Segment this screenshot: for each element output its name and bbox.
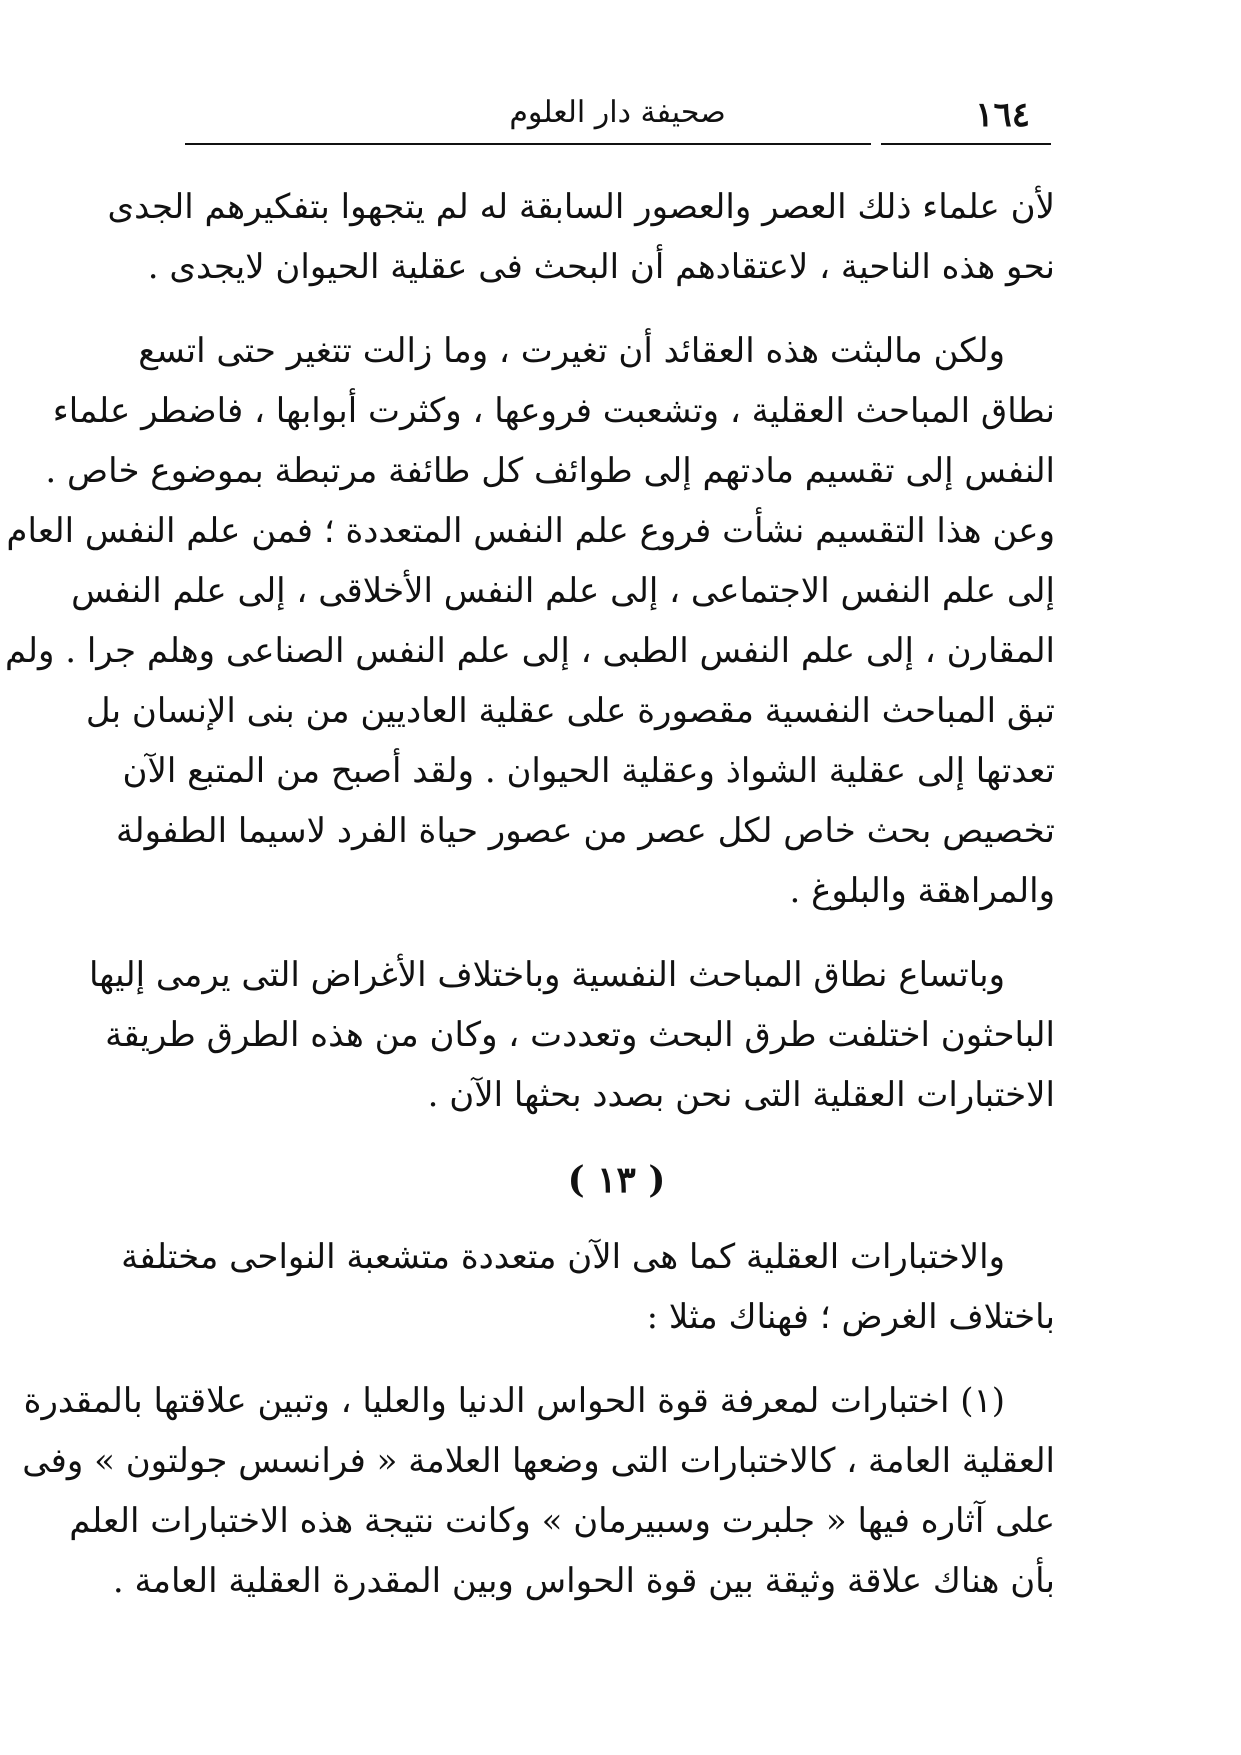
text-line: تخصيص بحث خاص لكل عصر من عصور حياة الفرد لاسيما الطفولة <box>116 811 1055 851</box>
text-line: نطاق المباحث العقلية ، وتشعبت فروعها ، وكثرت أبوابها ، فاضطر علماء <box>52 391 1055 431</box>
text-line: وعن هذا التقسيم نشأت فروع علم النفس المتعددة ؛ فمن علم النفس العام <box>6 511 1055 551</box>
page-header <box>185 95 1050 135</box>
header-rule-short <box>881 143 1051 145</box>
text-line: نحو هذه الناحية ، لاعتقادهم أن البحث فى عقلية الحيوان لايجدى . <box>147 247 1055 287</box>
text-line: ولكن مالبثت هذه العقائد أن تغيرت ، وما زالت تتغير حتى اتسع <box>138 331 1005 371</box>
text-line: إلى علم النفس الاجتماعى ، إلى علم النفس الأخلاقى ، إلى علم النفس <box>71 571 1055 611</box>
text-line: النفس إلى تقسيم مادتهم إلى طوائف كل طائفة مرتبطة بموضوع خاص . <box>45 451 1055 491</box>
text-line: المقارن ، إلى علم النفس الطبى ، إلى علم النفس الصناعى وهلم جرا . ولم <box>4 631 1055 671</box>
text-line: وباتساع نطاق المباحث النفسية وباختلاف الأغراض التى يرمى إليها <box>88 955 1005 995</box>
journal-title: صحيفة دار العلوم <box>509 95 726 130</box>
text-line: العقلية العامة ، كالاختبارات التى وضعها العلامة « فرانسس جولتون » وفى <box>22 1441 1055 1481</box>
text-line: تبق المباحث النفسية مقصورة على عقلية العاديين من بنى الإنسان بل <box>85 691 1055 731</box>
text-line: الباحثون اختلفت طرق البحث وتعددت ، وكان من هذه الطرق طريقة <box>105 1015 1055 1055</box>
text-line: باختلاف الغرض ؛ فهناك مثلا : <box>646 1297 1055 1337</box>
section-number: ( ١٣ ) <box>567 1159 666 1201</box>
text-line: بأن هناك علاقة وثيقة بين قوة الحواس وبين المقدرة العقلية العامة . <box>112 1561 1055 1601</box>
paragraph <box>107 177 1055 297</box>
paragraph <box>121 1227 1055 1347</box>
paragraph <box>22 1371 1055 1611</box>
text-line: (١) اختبارات لمعرفة قوة الحواس الدنيا والعليا ، وتبين علاقتها بالمقدرة <box>23 1381 1005 1421</box>
page-number: ١٦٤ <box>975 95 1030 135</box>
text-line: لأن علماء ذلك العصر والعصور السابقة له لم يتجهوا بتفكيرهم الجدى <box>107 187 1055 227</box>
text-line: تعدتها إلى عقلية الشواذ وعقلية الحيوان . ولقد أصبح من المتبع الآن <box>122 751 1055 791</box>
paragraph <box>88 945 1055 1125</box>
text-line: والاختبارات العقلية كما هى الآن متعددة متشعبة النواحى مختلفة <box>121 1237 1005 1277</box>
text-line: على آثاره فيها « جلبرت وسبيرمان » وكانت نتيجة هذه الاختبارات العلم <box>69 1501 1055 1541</box>
paragraph <box>4 321 1055 921</box>
text-line: الاختبارات العقلية التى نحن بصدد بحثها الآن . <box>427 1075 1055 1115</box>
text-line: والمراهقة والبلوغ . <box>789 871 1055 911</box>
body-text <box>4 177 1055 1611</box>
header-rule <box>185 143 871 145</box>
